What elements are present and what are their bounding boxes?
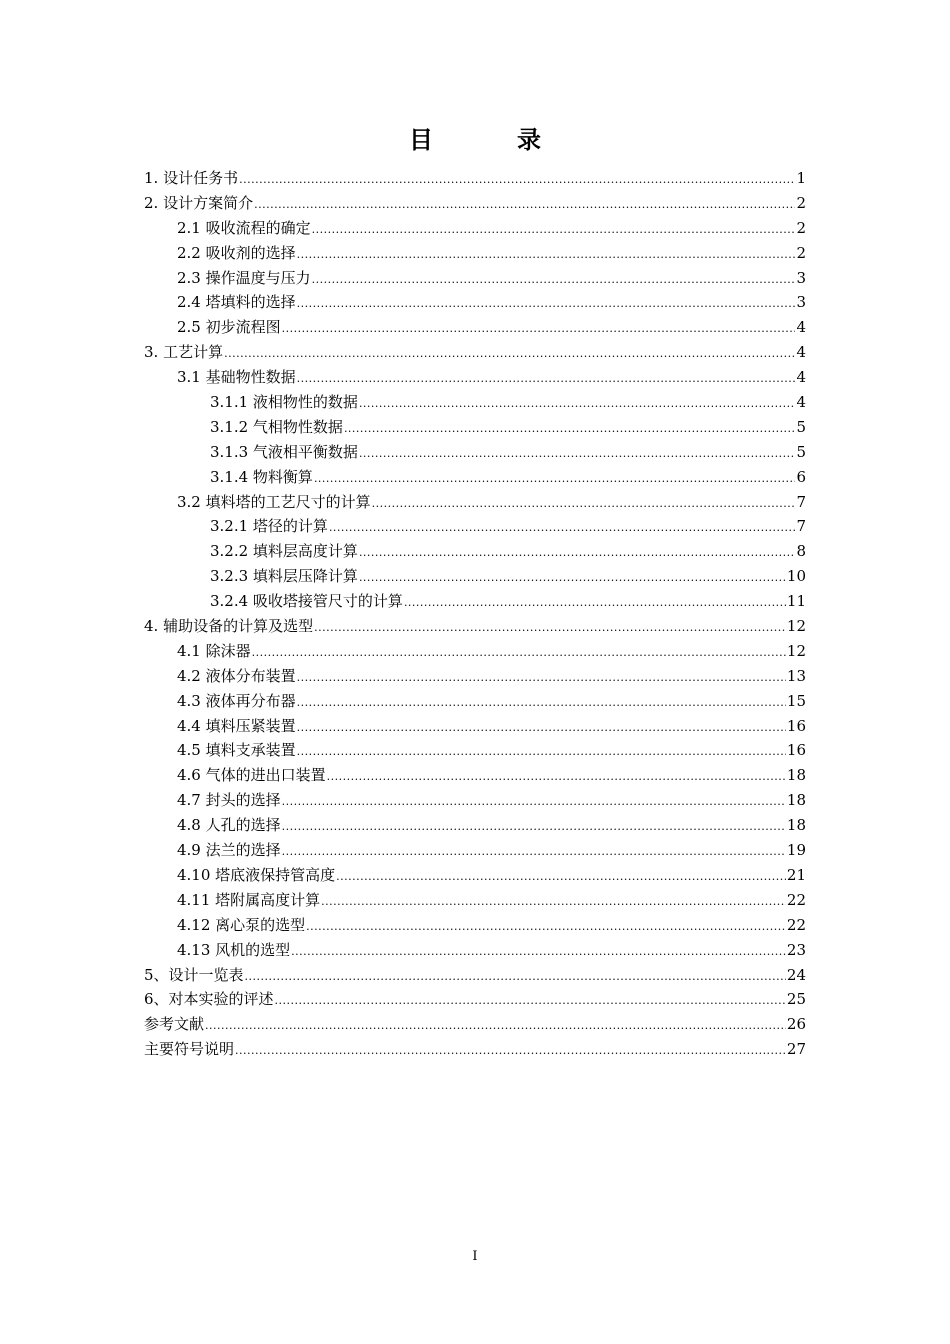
toc-leader-dots <box>224 342 795 367</box>
toc-leader-dots <box>359 541 796 566</box>
toc-entry-text: 2.5 初步流程图 <box>177 318 281 337</box>
toc-entry[interactable] <box>144 714 806 739</box>
toc-leader-dots <box>282 790 786 815</box>
toc-entry[interactable] <box>144 290 806 315</box>
toc-entry[interactable] <box>144 191 806 216</box>
toc-leader-dots <box>297 740 786 765</box>
toc-leader-dots <box>282 840 786 865</box>
toc-leader-dots <box>239 168 795 193</box>
toc-entry-page: 5 <box>796 417 806 436</box>
toc-entry-text: 3.2.2 填料层高度计算 <box>210 542 358 561</box>
toc-entry-text: 2. 设计方案简介 <box>144 193 254 212</box>
toc-entry[interactable] <box>144 539 806 564</box>
toc-entry-page: 21 <box>786 865 806 884</box>
toc-entry[interactable] <box>144 888 806 913</box>
toc-leader-dots <box>297 243 796 268</box>
toc-leader-dots <box>254 193 795 218</box>
toc-entry[interactable] <box>144 863 806 888</box>
toc-entry-text: 4.4 填料压紧装置 <box>177 716 296 735</box>
toc-leader-dots <box>205 1014 786 1039</box>
toc-leader-dots <box>252 641 786 666</box>
toc-entry-page: 4 <box>796 343 806 362</box>
toc-leader-dots <box>312 268 796 293</box>
toc-list <box>144 166 806 1062</box>
toc-entry-text: 3.1.2 气相物性数据 <box>210 417 343 436</box>
toc-entry-page: 4 <box>796 318 806 337</box>
toc-entry-page: 4 <box>796 393 806 412</box>
toc-entry-text: 主要符号说明 <box>144 1040 235 1059</box>
toc-leader-dots <box>329 516 796 541</box>
toc-entry-page: 15 <box>786 691 806 710</box>
toc-entry-text: 4.8 人孔的选择 <box>177 816 281 835</box>
toc-entry-page: 25 <box>786 990 806 1009</box>
toc-leader-dots <box>235 1039 786 1064</box>
toc-entry-page: 8 <box>796 542 806 561</box>
toc-entry[interactable] <box>144 266 806 291</box>
toc-entry-text: 4.6 气体的进出口装置 <box>177 766 326 785</box>
toc-leader-dots <box>314 616 786 641</box>
toc-entry-page: 12 <box>786 641 806 660</box>
page-number: I <box>472 1249 478 1264</box>
toc-entry-page: 22 <box>786 890 806 909</box>
toc-entry-text: 3.1.1 液相物性的数据 <box>210 393 358 412</box>
toc-entry[interactable] <box>144 1037 806 1062</box>
toc-entry-text: 2.2 吸收剂的选择 <box>177 243 296 262</box>
toc-entry-text: 6、对本实验的评述 <box>144 990 274 1009</box>
toc-leader-dots <box>312 218 796 243</box>
toc-entry-text: 2.1 吸收流程的确定 <box>177 218 311 237</box>
toc-entry-page: 6 <box>796 467 806 486</box>
toc-entry[interactable] <box>144 813 806 838</box>
toc-entry[interactable] <box>144 390 806 415</box>
toc-entry-text: 1. 设计任务书 <box>144 169 239 187</box>
toc-entry[interactable] <box>144 788 806 813</box>
toc-leader-dots <box>359 392 796 417</box>
toc-entry-text: 4.3 液体再分布器 <box>177 691 296 710</box>
toc-entry-page: 10 <box>786 567 806 586</box>
toc-entry-text: 3.2.4 吸收塔接管尺寸的计算 <box>210 592 403 611</box>
toc-entry-page: 4 <box>796 368 806 387</box>
toc-leader-dots <box>282 815 786 840</box>
toc-entry-page: 12 <box>786 617 806 636</box>
toc-entry-page: 2 <box>796 243 806 262</box>
toc-entry[interactable] <box>144 415 806 440</box>
toc-leader-dots <box>404 591 786 616</box>
toc-leader-dots <box>344 417 796 442</box>
toc-leader-dots <box>297 691 786 716</box>
toc-entry-page: 3 <box>796 293 806 312</box>
toc-leader-dots <box>372 492 796 517</box>
toc-entry-text: 4.1 除沫器 <box>177 641 251 660</box>
toc-entry-text: 3.1.4 物料衡算 <box>210 467 313 486</box>
toc-entry-text: 4.11 塔附属高度计算 <box>177 890 321 909</box>
toc-entry[interactable] <box>144 564 806 589</box>
toc-entry-text: 4.9 法兰的选择 <box>177 841 281 860</box>
toc-entry[interactable] <box>144 664 806 689</box>
toc-entry-page: 22 <box>786 915 806 934</box>
toc-entry[interactable] <box>144 738 806 763</box>
toc-entry-page: 16 <box>786 716 806 735</box>
toc-entry[interactable] <box>144 639 806 664</box>
toc-leader-dots <box>359 442 796 467</box>
toc-entry-text: 4.7 封头的选择 <box>177 791 281 810</box>
toc-entry-page: 23 <box>786 940 806 959</box>
toc-leader-dots <box>327 765 786 790</box>
toc-entry-page: 1 <box>796 169 806 187</box>
toc-entry[interactable] <box>144 689 806 714</box>
toc-leader-dots <box>291 940 786 965</box>
toc-entry[interactable] <box>144 166 806 191</box>
toc-entry-text: 4.5 填料支承装置 <box>177 741 296 760</box>
toc-entry-page: 3 <box>796 268 806 287</box>
toc-entry-page: 2 <box>796 193 806 212</box>
toc-leader-dots <box>245 965 786 990</box>
toc-entry[interactable] <box>144 1012 806 1037</box>
toc-leader-dots <box>321 890 786 915</box>
toc-entry[interactable] <box>144 216 806 241</box>
toc-entry[interactable] <box>144 987 806 1012</box>
toc-entry[interactable] <box>144 763 806 788</box>
toc-entry-text: 2.3 操作温度与压力 <box>177 268 311 287</box>
toc-entry-page: 7 <box>796 517 806 536</box>
toc-entry-page: 24 <box>786 965 806 984</box>
toc-entry[interactable] <box>144 241 806 266</box>
toc-entry[interactable] <box>144 315 806 340</box>
toc-entry-page: 27 <box>786 1040 806 1059</box>
toc-entry[interactable] <box>144 465 806 490</box>
toc-entry[interactable] <box>144 614 806 639</box>
toc-entry[interactable] <box>144 589 806 614</box>
toc-entry[interactable] <box>144 340 806 365</box>
toc-entry-text: 4.10 塔底液保持管高度 <box>177 865 336 884</box>
toc-entry-text: 4. 辅助设备的计算及选型 <box>144 617 314 636</box>
toc-title: 目 录 <box>409 126 571 154</box>
toc-entry[interactable] <box>144 440 806 465</box>
toc-entry[interactable] <box>144 365 806 390</box>
toc-entry-text: 3.2 填料塔的工艺尺寸的计算 <box>177 492 371 511</box>
toc-entry[interactable] <box>144 913 806 938</box>
toc-entry-page: 26 <box>786 1015 806 1034</box>
toc-entry-page: 13 <box>786 666 806 685</box>
toc-entry-text: 3.1.3 气液相平衡数据 <box>210 442 358 461</box>
toc-entry-page: 7 <box>796 492 806 511</box>
toc-entry-text: 4.13 风机的选型 <box>177 940 291 959</box>
toc-entry-text: 5、设计一览表 <box>144 965 244 984</box>
toc-entry-text: 4.12 离心泵的选型 <box>177 915 306 934</box>
toc-entry-text: 2.4 塔填料的选择 <box>177 293 296 312</box>
toc-leader-dots <box>297 666 786 691</box>
toc-entry-page: 16 <box>786 741 806 760</box>
toc-leader-dots <box>359 566 786 591</box>
toc-entry-text: 4.2 液体分布装置 <box>177 666 296 685</box>
toc-entry-text: 参考文献 <box>144 1015 205 1034</box>
toc-entry[interactable] <box>144 514 806 539</box>
toc-entry-text: 3.2.1 塔径的计算 <box>210 517 328 536</box>
toc-entry-text: 3. 工艺计算 <box>144 343 224 362</box>
toc-entry-page: 18 <box>786 766 806 785</box>
toc-entry-page: 19 <box>786 841 806 860</box>
toc-leader-dots <box>297 292 796 317</box>
toc-leader-dots <box>297 367 796 392</box>
toc-entry[interactable] <box>144 963 806 988</box>
toc-entry[interactable] <box>144 838 806 863</box>
toc-entry-text: 3.1 基础物性数据 <box>177 368 296 387</box>
toc-entry-page: 18 <box>786 816 806 835</box>
toc-entry[interactable] <box>144 938 806 963</box>
toc-leader-dots <box>297 716 786 741</box>
toc-entry-page: 5 <box>796 442 806 461</box>
toc-entry-page: 18 <box>786 791 806 810</box>
toc-leader-dots <box>282 317 796 342</box>
toc-leader-dots <box>275 989 786 1014</box>
toc-leader-dots <box>306 915 786 940</box>
toc-leader-dots <box>314 467 796 492</box>
toc-entry-page: 2 <box>796 218 806 237</box>
toc-entry[interactable] <box>144 490 806 515</box>
toc-entry-text: 3.2.3 填料层压降计算 <box>210 567 358 586</box>
toc-entry-page: 11 <box>786 592 806 611</box>
toc-leader-dots <box>336 865 786 890</box>
